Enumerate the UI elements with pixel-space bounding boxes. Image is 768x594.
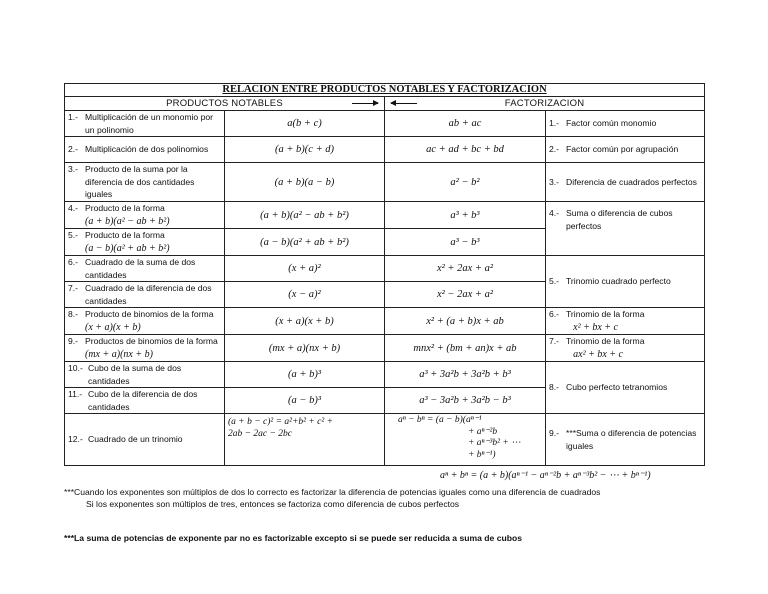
arrow-right-icon <box>352 103 378 104</box>
factorization-6: 6.- Trinomio de la forma x² + bx + c <box>546 308 705 335</box>
row-12-label: 12.- Cuadrado de un trinomio <box>65 414 225 466</box>
factorization-9: 9.- ***Suma o diferencia de potencias iguales <box>546 414 705 466</box>
row-1-label: 1.- Multiplicación de un monomio por un polinomio <box>65 111 225 137</box>
header-factorization <box>385 97 705 111</box>
formula-table <box>64 83 705 466</box>
row-2-product: (a + b)(c + d) <box>225 137 385 163</box>
factorization-4: 4.- Suma o diferencia de cubos perfectos <box>546 202 705 256</box>
note-line-1: ***Cuando los exponentes son múltiplos de dos lo correcto es factorizar la diferencia de potencias iguales como una diferencia de cuadrados <box>64 487 601 497</box>
row-10-label: 10.- Cubo de la suma de dos cantidades <box>65 362 225 388</box>
row-11-label: 11.- Cubo de la diferencia de dos cantidades <box>65 388 225 414</box>
row-4-label: 4.- Producto de la forma (a + b)(a² − ab + b²) <box>65 202 225 229</box>
note-line-3: ***La suma de potencias de exponente par no es factorizable excepto si se puede ser reducida a suma de cubos <box>64 533 523 543</box>
row-5-product: (a − b)(a² + ab + b²) <box>225 229 385 256</box>
row-2-label: 2.- Multiplicación de dos polinomios <box>65 137 225 163</box>
row-9-label: 9.- Productos de binomios de la forma (mx + a)(nx + b) <box>65 335 225 362</box>
sum-of-powers-formula: aⁿ + bⁿ = (a + b)(aⁿ⁻¹ − aⁿ⁻²b + aⁿ⁻³b² − ⋯ + bⁿ⁻¹) <box>440 470 651 481</box>
factorization-7: 7.- Trinomio de la forma ax² + bx + c <box>546 335 705 362</box>
row-8-factor: x² + (a + b)x + ab <box>385 308 546 335</box>
row-8-product: (x + a)(x + b) <box>225 308 385 335</box>
formula-table-sheet <box>64 83 704 466</box>
row-2-factor: ac + ad + bc + bd <box>385 137 546 163</box>
factorization-3: 3.- Diferencia de cuadrados perfectos <box>546 163 705 202</box>
row-10-product: (a + b)³ <box>225 362 385 388</box>
row-11-factor: a³ − 3a²b + 3a²b − b³ <box>385 388 546 414</box>
row-3-factor: a² − b² <box>385 163 546 202</box>
row-12-product: (a + b − c)² = a²+b² + c² + 2ab − 2ac − 2bc <box>225 414 385 466</box>
row-5-factor: a³ − b³ <box>385 229 546 256</box>
row-5-label: 5.- Producto de la forma (a − b)(a² + ab + b²) <box>65 229 225 256</box>
row-4-product: (a + b)(a² − ab + b²) <box>225 202 385 229</box>
row-1-product: a(b + c) <box>225 111 385 137</box>
row-1-factor: ab + ac <box>385 111 546 137</box>
row-4-factor: a³ + b³ <box>385 202 546 229</box>
header-factorization-label: FACTORIZACION <box>504 98 585 109</box>
factorization-2: 2.- Factor común por agrupación <box>546 137 705 163</box>
row-10-factor: a³ + 3a²b + 3a²b + b³ <box>385 362 546 388</box>
row-7-label: 7.- Cuadrado de la diferencia de dos cantidades <box>65 282 225 308</box>
row-6-product: (x + a)² <box>225 256 385 282</box>
factorization-5: 5.- Trinomio cuadrado perfecto <box>546 256 705 308</box>
row-6-label: 6.- Cuadrado de la suma de dos cantidades <box>65 256 225 282</box>
row-9-factor: mnx² + (bm + an)x + ab <box>385 335 546 362</box>
factorization-1: 1.- Factor común monomio <box>546 111 705 137</box>
arrow-left-icon <box>391 103 417 104</box>
row-7-product: (x − a)² <box>225 282 385 308</box>
row-6-factor: x² + 2ax + a² <box>385 256 546 282</box>
row-9-product: (mx + a)(nx + b) <box>225 335 385 362</box>
note-line-2: Si los exponentes son múltiplos de tres, entonces se factoriza como diferencia de cubos perfectos <box>86 499 460 509</box>
header-products-label: PRODUCTOS NOTABLES <box>166 98 283 109</box>
row-8-label: 8.- Producto de binomios de la forma (x + a)(x + b) <box>65 308 225 335</box>
table-title: RELACION ENTRE PRODUCTOS NOTABLES Y FACTORIZACION <box>65 84 705 97</box>
row-11-product: (a − b)³ <box>225 388 385 414</box>
factorization-8: 8.- Cubo perfecto tetranomios <box>546 362 705 414</box>
row-3-product: (a + b)(a − b) <box>225 163 385 202</box>
header-products <box>65 97 385 111</box>
row-12-factor: aⁿ − bⁿ = (a − b)(aⁿ⁻¹ + aⁿ⁻²b + aⁿ⁻³b² + ⋯ + bⁿ⁻¹) <box>385 414 546 466</box>
row-3-label: 3.- Producto de la suma por la diferencia de dos cantidades iguales <box>65 163 225 202</box>
row-7-factor: x² − 2ax + a² <box>385 282 546 308</box>
